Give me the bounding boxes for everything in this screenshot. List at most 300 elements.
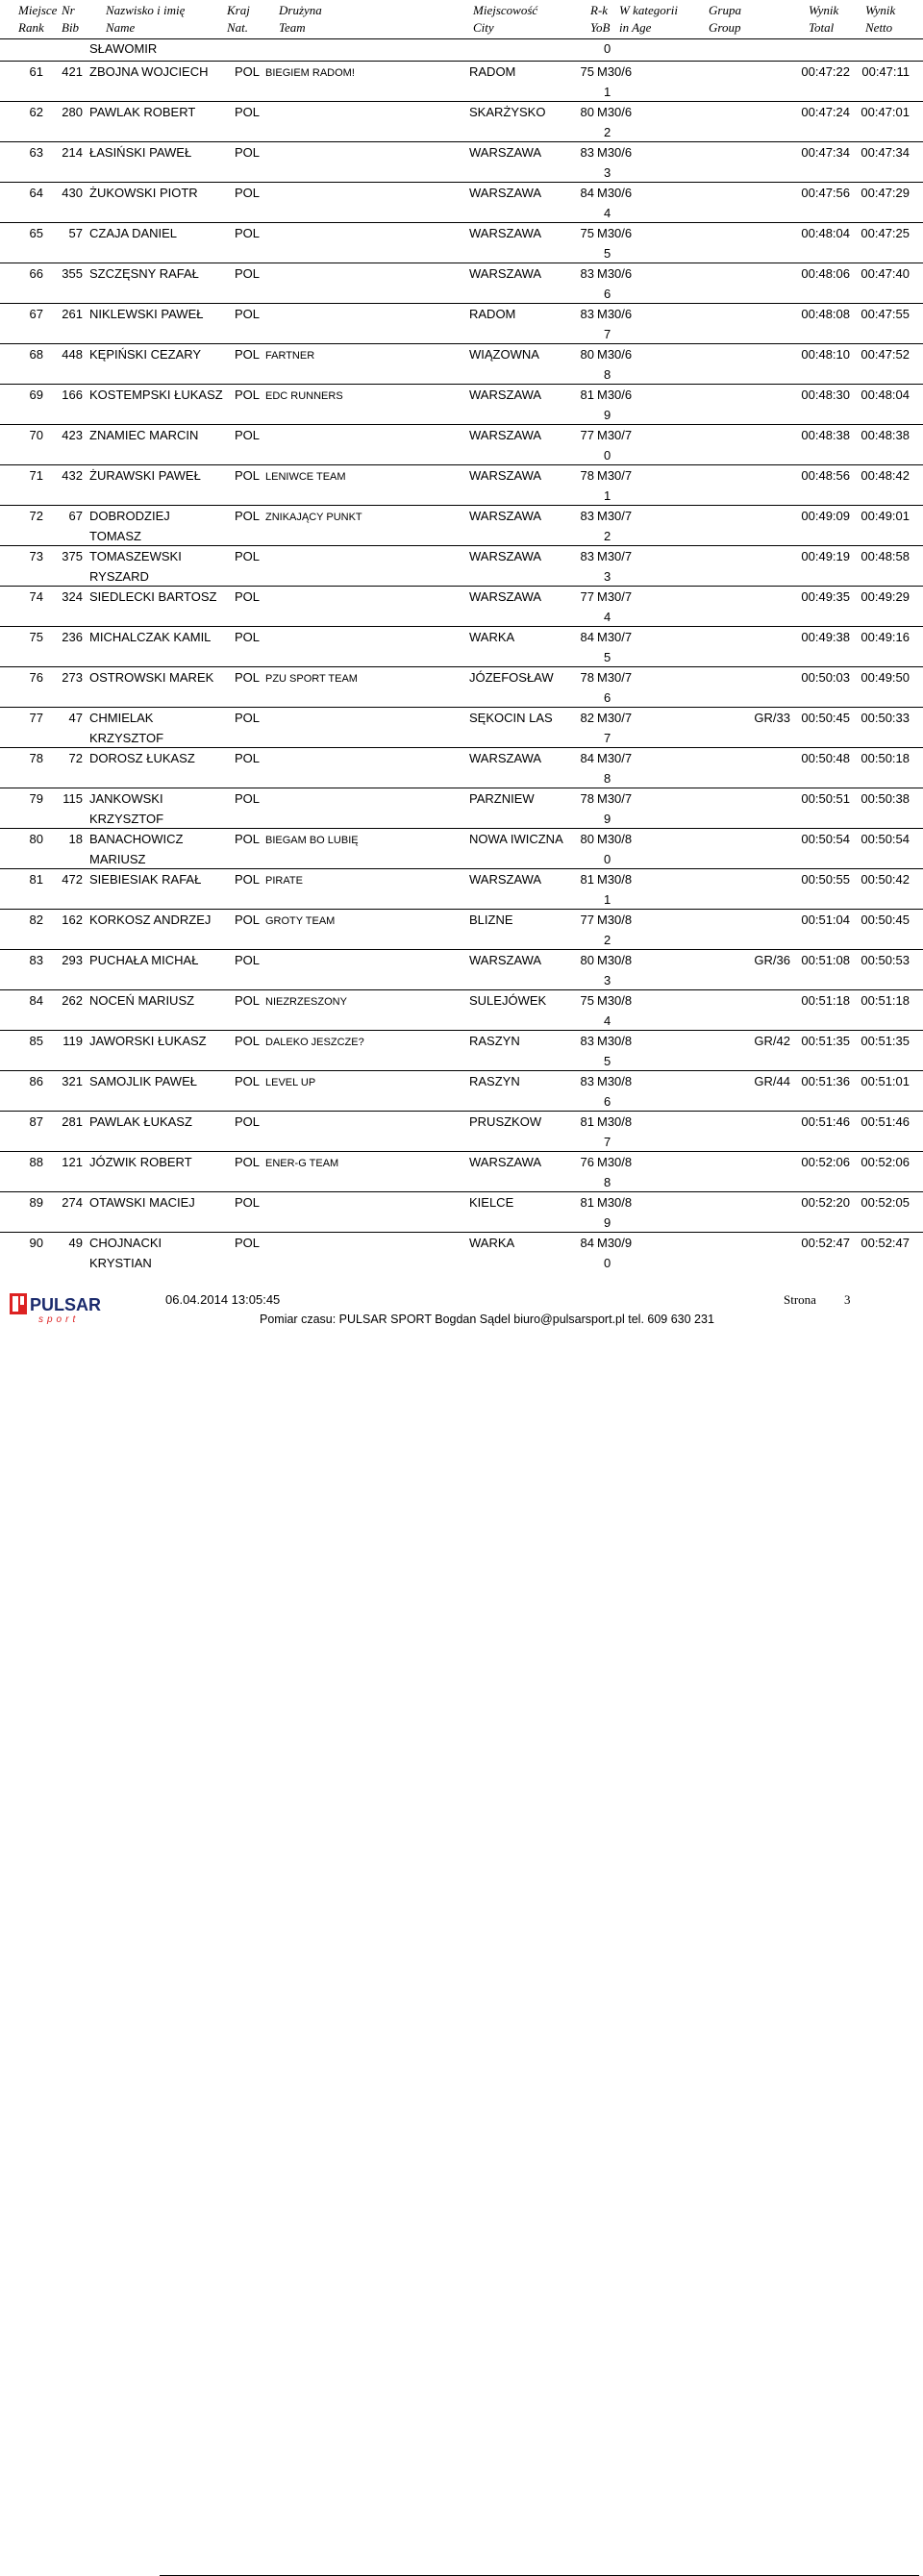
- netto-time-cell: 00:51:18: [861, 993, 910, 1008]
- city-cell: JÓZEFOSŁAW: [469, 670, 554, 685]
- total-time-cell: 00:48:04: [801, 226, 850, 240]
- team-cell: GROTY TEAM: [265, 915, 336, 927]
- category-place-digit: 0: [604, 448, 611, 463]
- city-cell: WARSZAWA: [469, 953, 542, 967]
- category-place-digit: 9: [604, 408, 611, 422]
- city-cell: WARSZAWA: [469, 751, 542, 765]
- nat-cell: POL: [235, 266, 261, 281]
- category-cell: M30/7: [597, 670, 633, 685]
- city-cell: WARSZAWA: [469, 226, 542, 240]
- table-row: [0, 141, 923, 163]
- netto-time-cell: 00:50:54: [861, 832, 910, 846]
- total-time-cell: 00:50:03: [801, 670, 850, 685]
- bib-cell: 236: [62, 630, 83, 644]
- table-row: [0, 747, 923, 768]
- category-cell: M30/8: [597, 1155, 633, 1169]
- name-cell: CHOJNACKI: [89, 1236, 162, 1250]
- rank-cell: 76: [29, 670, 43, 685]
- rank-cell: 84: [29, 993, 43, 1008]
- netto-time-cell: 00:49:16: [861, 630, 910, 644]
- header-group: Grupa Group: [709, 3, 741, 35]
- category-cell: M30/6: [597, 347, 633, 362]
- rank-cell: 67: [29, 307, 43, 321]
- name-cell: CHMIELAK: [89, 711, 154, 725]
- group-cell: GR/33: [754, 711, 790, 725]
- nat-cell: POL: [235, 307, 261, 321]
- table-row: [0, 343, 923, 364]
- netto-time-cell: 00:50:18: [861, 751, 910, 765]
- total-time-cell: 00:48:06: [801, 266, 850, 281]
- name-cell: PUCHAŁA MICHAŁ: [89, 953, 199, 967]
- name-continuation: TOMASZ: [89, 529, 141, 543]
- city-cell: WARKA: [469, 1236, 515, 1250]
- netto-time-cell: 00:47:25: [861, 226, 910, 240]
- total-time-cell: 00:48:30: [801, 388, 850, 402]
- category-cell: M30/8: [597, 1074, 633, 1088]
- category-cell: M30/7: [597, 711, 633, 725]
- nat-cell: POL: [235, 953, 261, 967]
- netto-time-cell: 00:51:01: [861, 1074, 910, 1088]
- rank-cell: 64: [29, 186, 43, 200]
- bib-cell: 274: [62, 1195, 83, 1210]
- table-row: [0, 788, 923, 809]
- total-time-cell: 00:49:19: [801, 549, 850, 563]
- total-time-cell: 00:50:55: [801, 872, 850, 887]
- category-place-digit: 8: [604, 1175, 611, 1189]
- bib-cell: 119: [62, 1034, 83, 1048]
- team-cell: NIEZRZESZONY: [265, 996, 347, 1008]
- total-time-cell: 00:47:56: [801, 186, 850, 200]
- team-cell: BIEGIEM RADOM!: [265, 67, 355, 79]
- yob-cell: 83: [580, 307, 594, 321]
- nat-cell: POL: [235, 347, 261, 362]
- category-place-digit: 7: [604, 1135, 611, 1149]
- city-cell: WARKA: [469, 630, 515, 644]
- yob-cell: 75: [580, 64, 594, 79]
- nat-cell: POL: [235, 1155, 261, 1169]
- rank-cell: 90: [29, 1236, 43, 1250]
- yob-cell: 76: [580, 1155, 594, 1169]
- name-cell: KOSTEMPSKI ŁUKASZ: [89, 388, 223, 402]
- city-cell: SĘKOCIN LAS: [469, 711, 553, 725]
- table-row: [0, 505, 923, 526]
- city-cell: BLIZNE: [469, 913, 513, 927]
- yob-cell: 83: [580, 549, 594, 563]
- city-cell: WARSZAWA: [469, 589, 542, 604]
- rank-cell: 82: [29, 913, 43, 927]
- name-cell: OSTROWSKI MAREK: [89, 670, 214, 685]
- name-cell: PAWLAK ŁUKASZ: [89, 1114, 192, 1129]
- bib-cell: 355: [62, 266, 83, 281]
- total-time-cell: 00:47:34: [801, 145, 850, 160]
- category-place-digit: 2: [604, 529, 611, 543]
- netto-time-cell: 00:48:38: [861, 428, 910, 442]
- category-place-digit: 1: [604, 85, 611, 99]
- yob-cell: 80: [580, 347, 594, 362]
- category-place-digit: 6: [604, 287, 611, 301]
- netto-time-cell: 00:47:55: [861, 307, 910, 321]
- nat-cell: POL: [235, 226, 261, 240]
- footer-page-label: Strona: [784, 1292, 816, 1307]
- bib-cell: 280: [62, 105, 83, 119]
- footer-credit: Pomiar czasu: PULSAR SPORT Bogdan Sądel biuro@pulsarsport.pl tel. 609 630 231: [260, 1313, 714, 1326]
- rank-cell: 85: [29, 1034, 43, 1048]
- yob-cell: 81: [580, 1195, 594, 1210]
- nat-cell: POL: [235, 832, 261, 846]
- city-cell: NOWA IWICZNA: [469, 832, 563, 846]
- category-cell: M30/7: [597, 791, 633, 806]
- yob-cell: 84: [580, 751, 594, 765]
- nat-cell: POL: [235, 630, 261, 644]
- continued-catnum: 0: [604, 41, 611, 56]
- total-time-cell: 00:49:35: [801, 589, 850, 604]
- name-cell: NOCEŃ MARIUSZ: [89, 993, 195, 1008]
- nat-cell: POL: [235, 791, 261, 806]
- team-cell: LEVEL UP: [265, 1077, 316, 1088]
- table-row: [0, 101, 923, 122]
- team-cell: EDC RUNNERS: [265, 390, 343, 402]
- netto-time-cell: 00:47:29: [861, 186, 910, 200]
- total-time-cell: 00:48:08: [801, 307, 850, 321]
- name-cell: KĘPIŃSKI CEZARY: [89, 347, 202, 362]
- netto-time-cell: 00:52:05: [861, 1195, 910, 1210]
- name-cell: ŁASIŃSKI PAWEŁ: [89, 145, 192, 160]
- yob-cell: 75: [580, 993, 594, 1008]
- total-time-cell: 00:51:36: [801, 1074, 850, 1088]
- name-continuation: KRYSTIAN: [89, 1256, 152, 1270]
- table-row: [0, 828, 923, 849]
- name-continuation: RYSZARD: [89, 569, 149, 584]
- netto-time-cell: 00:50:33: [861, 711, 910, 725]
- name-cell: KORKOSZ ANDRZEJ: [89, 913, 212, 927]
- logo-text: PULSAR: [30, 1295, 102, 1314]
- header-category: W kategorii in Age: [619, 3, 679, 35]
- footer-page-number: 3: [844, 1292, 851, 1307]
- nat-cell: POL: [235, 468, 261, 483]
- table-row: [0, 707, 923, 728]
- category-cell: M30/6: [597, 145, 633, 160]
- bib-cell: 448: [62, 347, 83, 362]
- rank-cell: 86: [29, 1074, 43, 1088]
- table-row: [0, 1030, 923, 1051]
- category-cell: M30/8: [597, 872, 633, 887]
- total-time-cell: 00:51:18: [801, 993, 850, 1008]
- category-place-digit: 6: [604, 1094, 611, 1109]
- rank-cell: 87: [29, 1114, 43, 1129]
- netto-time-cell: 00:51:46: [861, 1114, 910, 1129]
- bib-cell: 375: [62, 549, 83, 563]
- total-time-cell: 00:51:35: [801, 1034, 850, 1048]
- total-time-cell: 00:51:04: [801, 913, 850, 927]
- logo-subtext: sport: [38, 1314, 80, 1324]
- team-cell: LENIWCE TEAM: [265, 471, 346, 483]
- rank-cell: 61: [29, 64, 43, 79]
- total-time-cell: 00:48:38: [801, 428, 850, 442]
- category-cell: M30/6: [597, 307, 633, 321]
- total-time-cell: 00:49:38: [801, 630, 850, 644]
- bib-cell: 421: [62, 64, 83, 79]
- nat-cell: POL: [235, 145, 261, 160]
- name-cell: OTAWSKI MACIEJ: [89, 1195, 195, 1210]
- city-cell: WARSZAWA: [469, 428, 542, 442]
- table-row: [0, 1151, 923, 1172]
- total-time-cell: 00:50:48: [801, 751, 850, 765]
- category-place-digit: 2: [604, 933, 611, 947]
- rank-cell: 89: [29, 1195, 43, 1210]
- rank-cell: 66: [29, 266, 43, 281]
- team-cell: ENER-G TEAM: [265, 1158, 339, 1169]
- category-place-digit: 2: [604, 125, 611, 139]
- total-time-cell: 00:47:24: [801, 105, 850, 119]
- table-row: [0, 545, 923, 566]
- group-cell: GR/36: [754, 953, 790, 967]
- bib-cell: 262: [62, 993, 83, 1008]
- name-cell: JÓZWIK ROBERT: [89, 1155, 192, 1169]
- category-place-digit: 9: [604, 1215, 611, 1230]
- city-cell: WARSZAWA: [469, 468, 542, 483]
- rank-cell: 63: [29, 145, 43, 160]
- team-cell: BIEGAM BO LUBIĘ: [265, 835, 359, 846]
- table-header: [0, 0, 923, 39]
- total-time-cell: 00:48:56: [801, 468, 850, 483]
- table-row: [0, 1070, 923, 1091]
- header-yob: R-k YoB: [590, 3, 611, 35]
- category-cell: M30/6: [597, 186, 633, 200]
- netto-time-cell: 00:50:45: [861, 913, 910, 927]
- city-cell: WARSZAWA: [469, 549, 542, 563]
- name-cell: ŻUKOWSKI PIOTR: [89, 186, 198, 200]
- bib-cell: 72: [68, 751, 83, 765]
- total-time-cell: 00:48:10: [801, 347, 850, 362]
- category-place-digit: 5: [604, 246, 611, 261]
- name-cell: CZAJA DANIEL: [89, 226, 178, 240]
- nat-cell: POL: [235, 913, 261, 927]
- nat-cell: POL: [235, 64, 261, 79]
- city-cell: WARSZAWA: [469, 145, 542, 160]
- total-time-cell: 00:51:46: [801, 1114, 850, 1129]
- header-city: Miejscowość City: [473, 3, 538, 35]
- category-place-digit: 6: [604, 690, 611, 705]
- table-row: [0, 263, 923, 284]
- name-cell: JAWORSKI ŁUKASZ: [89, 1034, 207, 1048]
- table-row: [0, 666, 923, 688]
- netto-time-cell: 00:50:53: [861, 953, 910, 967]
- total-time-cell: 00:52:20: [801, 1195, 850, 1210]
- category-place-digit: 5: [604, 1054, 611, 1068]
- city-cell: WARSZAWA: [469, 388, 542, 402]
- category-place-digit: 0: [604, 1256, 611, 1270]
- name-cell: DOROSZ ŁUKASZ: [89, 751, 195, 765]
- table-row: [0, 1111, 923, 1132]
- table-row: [0, 1232, 923, 1253]
- rank-cell: 72: [29, 509, 43, 523]
- bib-cell: 214: [62, 145, 83, 160]
- bib-cell: 472: [62, 872, 83, 887]
- bib-cell: 321: [62, 1074, 83, 1088]
- nat-cell: POL: [235, 711, 261, 725]
- name-cell: DOBRODZIEJ: [89, 509, 170, 523]
- nat-cell: POL: [235, 751, 261, 765]
- category-place-digit: 3: [604, 165, 611, 180]
- netto-time-cell: 00:51:35: [861, 1034, 910, 1048]
- netto-time-cell: 00:49:01: [861, 509, 910, 523]
- yob-cell: 84: [580, 630, 594, 644]
- category-cell: M30/6: [597, 266, 633, 281]
- table-row: [0, 1191, 923, 1213]
- continued-name: SŁAWOMIR: [89, 41, 158, 56]
- group-cell: GR/44: [754, 1074, 790, 1088]
- category-cell: M30/8: [597, 1195, 633, 1210]
- total-time-cell: 00:47:22: [801, 64, 850, 79]
- total-time-cell: 00:50:45: [801, 711, 850, 725]
- bib-cell: 18: [68, 832, 83, 846]
- yob-cell: 75: [580, 226, 594, 240]
- yob-cell: 81: [580, 872, 594, 887]
- netto-time-cell: 00:47:52: [861, 347, 910, 362]
- netto-time-cell: 00:47:34: [861, 145, 910, 160]
- bib-cell: 162: [62, 913, 83, 927]
- category-place-digit: 9: [604, 812, 611, 826]
- nat-cell: POL: [235, 1236, 261, 1250]
- yob-cell: 84: [580, 186, 594, 200]
- city-cell: RADOM: [469, 307, 516, 321]
- name-continuation: KRZYSZTOF: [89, 731, 164, 745]
- city-cell: PRUSZKOW: [469, 1114, 542, 1129]
- yob-cell: 83: [580, 1034, 594, 1048]
- nat-cell: POL: [235, 1114, 261, 1129]
- yob-cell: 82: [580, 711, 594, 725]
- bib-cell: 57: [68, 226, 83, 240]
- yob-cell: 84: [580, 1236, 594, 1250]
- table-row: [0, 909, 923, 930]
- category-place-digit: 4: [604, 610, 611, 624]
- category-cell: M30/7: [597, 630, 633, 644]
- yob-cell: 80: [580, 105, 594, 119]
- category-cell: M30/7: [597, 509, 633, 523]
- total-time-cell: 00:51:08: [801, 953, 850, 967]
- name-cell: JANKOWSKI: [89, 791, 163, 806]
- category-cell: M30/6: [597, 64, 633, 79]
- bib-cell: 324: [62, 589, 83, 604]
- name-continuation: MARIUSZ: [89, 852, 146, 866]
- netto-time-cell: 00:47:40: [861, 266, 910, 281]
- nat-cell: POL: [235, 549, 261, 563]
- city-cell: WIĄZOWNA: [469, 347, 539, 362]
- name-cell: ZNAMIEC MARCIN: [89, 428, 199, 442]
- header-netto: Wynik Netto: [865, 3, 896, 35]
- bib-cell: 423: [62, 428, 83, 442]
- header-total: Wynik Total: [809, 3, 839, 35]
- city-cell: SULEJÓWEK: [469, 993, 547, 1008]
- team-cell: PIRATE: [265, 875, 303, 887]
- yob-cell: 83: [580, 266, 594, 281]
- netto-time-cell: 00:52:47: [861, 1236, 910, 1250]
- name-cell: SIEBIESIAK RAFAŁ: [89, 872, 202, 887]
- group-cell: GR/42: [754, 1034, 790, 1048]
- category-place-digit: 7: [604, 327, 611, 341]
- category-cell: M30/7: [597, 468, 633, 483]
- table-row: [0, 989, 923, 1011]
- yob-cell: 80: [580, 832, 594, 846]
- rank-cell: 65: [29, 226, 43, 240]
- nat-cell: POL: [235, 388, 261, 402]
- table-row: [0, 424, 923, 445]
- city-cell: WARSZAWA: [469, 1155, 542, 1169]
- nat-cell: POL: [235, 509, 261, 523]
- category-cell: M30/7: [597, 549, 633, 563]
- table-row: [0, 586, 923, 607]
- city-cell: RASZYN: [469, 1034, 520, 1048]
- yob-cell: 77: [580, 428, 594, 442]
- table-row: [0, 464, 923, 486]
- total-time-cell: 00:52:47: [801, 1236, 850, 1250]
- nat-cell: POL: [235, 1195, 261, 1210]
- category-cell: M30/8: [597, 953, 633, 967]
- category-place-digit: 5: [604, 650, 611, 664]
- bib-cell: 166: [62, 388, 83, 402]
- nat-cell: POL: [235, 993, 261, 1008]
- nat-cell: POL: [235, 589, 261, 604]
- yob-cell: 81: [580, 1114, 594, 1129]
- bib-cell: 430: [62, 186, 83, 200]
- category-cell: M30/8: [597, 913, 633, 927]
- rank-cell: 74: [29, 589, 43, 604]
- city-cell: WARSZAWA: [469, 872, 542, 887]
- header-team: Drużyna Team: [279, 3, 322, 35]
- yob-cell: 83: [580, 1074, 594, 1088]
- yob-cell: 77: [580, 913, 594, 927]
- bib-cell: 67: [68, 509, 83, 523]
- city-cell: WARSZAWA: [469, 509, 542, 523]
- netto-time-cell: 00:52:06: [861, 1155, 910, 1169]
- bib-cell: 281: [62, 1114, 83, 1129]
- category-place-digit: 8: [604, 367, 611, 382]
- category-cell: M30/7: [597, 428, 633, 442]
- city-cell: KIELCE: [469, 1195, 514, 1210]
- netto-time-cell: 00:50:38: [861, 791, 910, 806]
- category-cell: M30/6: [597, 226, 633, 240]
- city-cell: PARZNIEW: [469, 791, 535, 806]
- yob-cell: 83: [580, 509, 594, 523]
- nat-cell: POL: [235, 1074, 261, 1088]
- rank-cell: 78: [29, 751, 43, 765]
- bib-cell: 47: [68, 711, 83, 725]
- category-cell: M30/7: [597, 751, 633, 765]
- table-row: [0, 626, 923, 647]
- table-row: [0, 182, 923, 203]
- rank-cell: 70: [29, 428, 43, 442]
- rank-cell: 77: [29, 711, 43, 725]
- nat-cell: POL: [235, 105, 261, 119]
- total-time-cell: 00:50:51: [801, 791, 850, 806]
- header-bib: Nr Bib: [62, 3, 80, 35]
- rank-cell: 73: [29, 549, 43, 563]
- bib-cell: 115: [62, 791, 83, 806]
- city-cell: SKARŻYSKO: [469, 105, 546, 119]
- table-row: [0, 949, 923, 970]
- bib-cell: 293: [62, 953, 83, 967]
- category-place-digit: 1: [604, 892, 611, 907]
- category-place-digit: 8: [604, 771, 611, 786]
- table-row: [0, 222, 923, 243]
- yob-cell: 78: [580, 670, 594, 685]
- total-time-cell: 00:50:54: [801, 832, 850, 846]
- bib-cell: 121: [62, 1155, 83, 1169]
- nat-cell: POL: [235, 186, 261, 200]
- nat-cell: POL: [235, 428, 261, 442]
- yob-cell: 78: [580, 468, 594, 483]
- category-cell: M30/9: [597, 1236, 633, 1250]
